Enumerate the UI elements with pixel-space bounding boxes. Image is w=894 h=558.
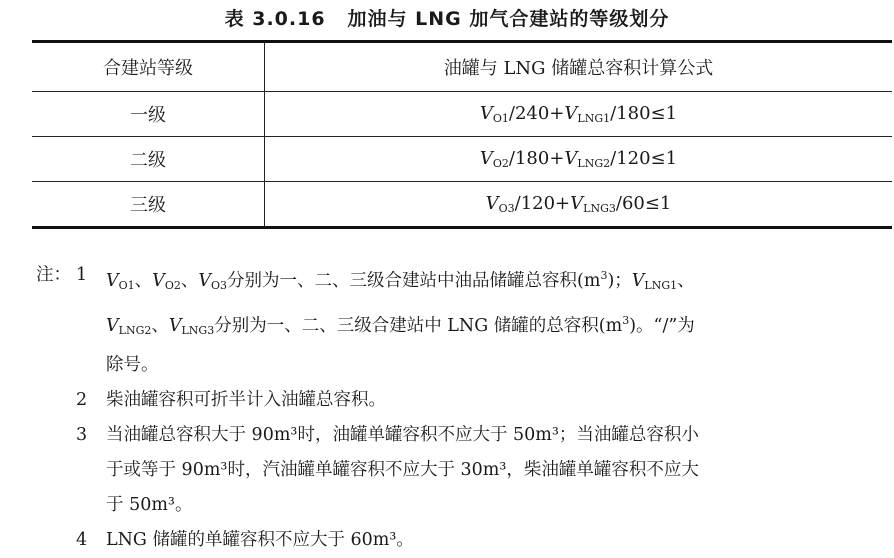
note-number: 3: [76, 424, 88, 445]
table-caption: 加油与 LNG 加气合建站的等级划分: [347, 8, 670, 30]
note-1: [36, 258, 888, 303]
note-1-line-2: $V_{LNG2}$、$V_{LNG3}$分别为一、二、三级合建站中 LNG 储罐的总容积$(m^3)$。“/”为: [106, 313, 695, 337]
note-3: [36, 418, 888, 453]
table-row: [32, 137, 892, 182]
table-notes: [36, 258, 888, 558]
note-text: 柴油罐容积可折半计入油罐总容积。: [106, 389, 386, 410]
note-number: 2: [76, 389, 88, 410]
formula-cell: $V_{O1}/240+V_{LNG1}/180\le 1$: [265, 92, 893, 137]
header-grade: 合建站等级: [32, 42, 265, 92]
table-row: [32, 182, 892, 228]
table-number: 表 3.0.16: [224, 8, 326, 30]
note-1-line-3: 除号。: [106, 354, 159, 375]
formula-cell: $V_{O3}/120+V_{LNG3}/60\le 1$: [265, 182, 893, 228]
formula-cell: $V_{O2}/180+V_{LNG2}/120\le 1$: [265, 137, 893, 182]
grade-table: [32, 40, 892, 229]
header-formula: 油罐与 LNG 储罐总容积计算公式: [265, 42, 893, 92]
table-row: [32, 92, 892, 137]
note-text: $V_{O1}$、$V_{O2}$、$V_{O3}$分别为一、二、三级合建站中油品储罐总容积$(m^3)$；$V_{LNG1}$、: [106, 269, 695, 292]
grade-cell: 二级: [32, 137, 265, 182]
notes-label: 注：: [36, 265, 71, 285]
note-number: 1: [76, 265, 88, 285]
note-text: 当油罐总容积大于 90m³时，油罐单罐容积不应大于 50m³；当油罐总容积小: [106, 424, 699, 445]
note-number: 4: [76, 529, 88, 550]
note-4: [36, 523, 888, 558]
table-header-row: [32, 42, 892, 92]
note-3-line-2: 于或等于 90m³时，汽油罐单罐容积不应大于 30m³，柴油罐单罐容积不应大: [106, 459, 699, 480]
note-text: LNG 储罐的单罐容积不应大于 60m³。: [106, 529, 414, 550]
grade-cell: 一级: [32, 92, 265, 137]
table-title: [0, 4, 894, 31]
grade-cell: 三级: [32, 182, 265, 228]
note-2: [36, 383, 888, 418]
note-3-line-3: 于 50m³。: [106, 494, 193, 515]
